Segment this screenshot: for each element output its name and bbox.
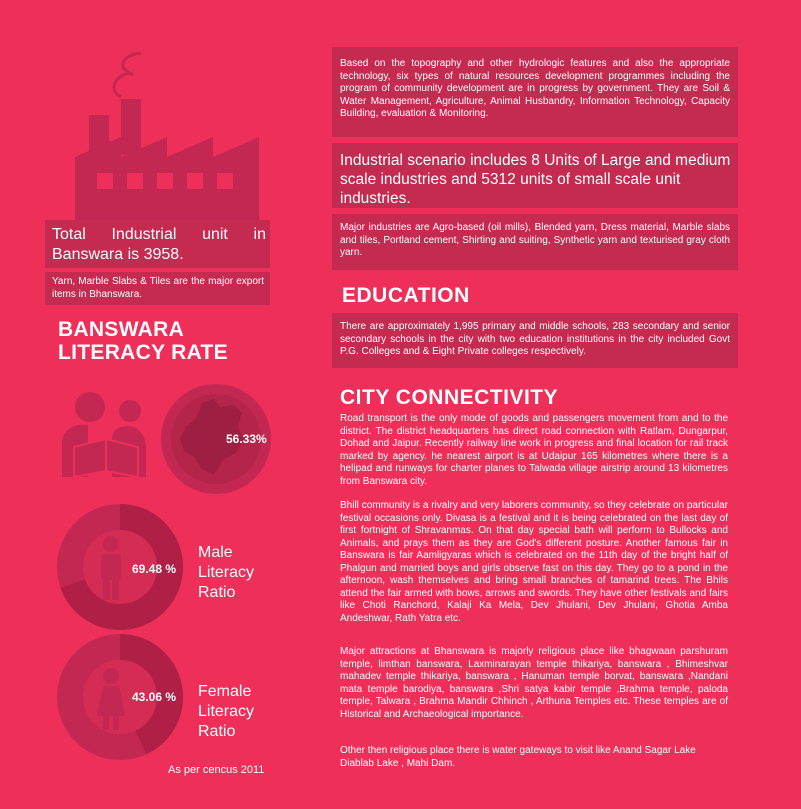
female-literacy-value: 43.06 % [132,690,177,704]
connectivity-para1: Road transport is the only mode of goods and passengers movement from and to the district. The district headquarters has direct road connection with Ratlam, Dungarpur, Dohad and Jaipur. Recently railway line work in progress and final location for rail track marked by agency. he nearest airport is at Udaipur 165 kilometres where there is a helipad and runways for charter planes to Talwada village airstrip around 13 kilometres from Banswara city. [340,413,728,487]
major-industries: Major industries are Agro-based (oil mills), Blended yarn, Dress material, Marble slabs and tiles, Portland cement, Shirting and suiting, Synthetic yarn and texturised gray cloth yarn. [340,222,730,258]
male-literacy-label: Male Literacy Ratio [198,544,255,601]
male-literacy-value: 69.48 % [132,562,177,576]
connectivity-para2: Bhill community is a rivalry and very laborers community, so they celebrate on particular festival occasions only. Divasa is a festival and it is being celebrated on the last day of first fortnight of Shravanmas. On that day special bath will perform to Bullocks and Animals, and prays them as they are God's different posture. Another famous fair in Banswara is fair Aamligyaras which is celebrated on the 11th day of the bright half of Phalgun and married boys and girls observe fast on this day. They go to a pond in the afternoon, wash themselves and bring small branches of tamarind trees. The Bhils attend the fair armed with bows, arrows and swords. They have other festivals and fairs like Choti Ranchord, Kalaji Ka Mela, Dev Jhulani, Dev Jhulani, Ghotia Amba Andeshwar, Rath Yatra etc. [340,500,728,624]
total-literacy-value: 56.33% [226,432,267,446]
connectivity-title: CITY CONNECTIVITY [340,386,559,409]
education-text: There are approximately 1,995 primary and middle schools, 283 secondary and senior secondary schools in the city with two education institutions in the city included Govt P.G. Colleges and & Eight Private colleges respectively. [340,321,730,357]
literacy-title-line2: LITERACY RATE [58,341,228,364]
education-title: EDUCATION [342,284,470,307]
literacy-title-line1: BANSWARA [58,318,185,341]
industrial-scenario: Industrial scenario includes 8 Units of Large and medium scale industries and 5312 units of small scale unit industries. [340,152,731,207]
people-reading-icon [52,385,152,485]
connectivity-para4: Other then religious place there is water gateways to visit like Anand Sagar Lake Diablab Lake , Mahi Dam. [340,745,696,769]
export-items-text: Yarn, Marble Slabs & Tiles are the major export items in Bhanswara. [52,276,264,300]
literacy-title [58,318,268,364]
census-footnote: As per cencus 2011 [168,764,265,776]
factory-icon [55,45,280,225]
intro-paragraph: Based on the topography and other hydrologic features and also the appropriate technology, six types of natural resources development programmes including the program of community development are in progress by government. They are Soil & Water Management, Agriculture, Animal Husbandry, Information Technology, Capacity Building, evaluation & Monitoring. [340,58,730,119]
female-literacy-label: Female Literacy Ratio [198,683,255,740]
connectivity-para3: Major attractions at Bhanswara is majorly religious place like bhagwaan parshuram temple, limthan banswara, Laxminarayan temple thikariya, banswara , Bhimeshvar mahadev temple thikariya, banswara , Hanuman temple borvat, banswara ,Nandani mata temple barodiya, banswara ,Shri satya kabir temple ,Brahma temple, paloda temple, Talwara , Brahma Mandir Chhinch , Arthuna Temples etc. These temples are of Historical and Archaeological importance. [340,646,728,720]
total-units-text: Total Industrial unit in Banswara is 3958. [52,226,266,263]
